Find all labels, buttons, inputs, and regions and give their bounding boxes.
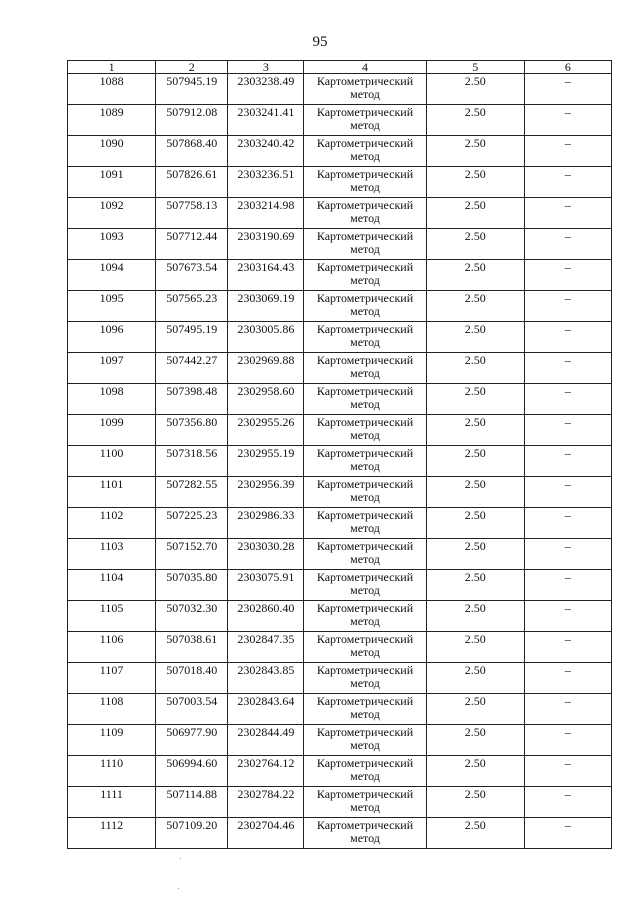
point-number-cell: 1103 [68, 539, 156, 570]
y-coordinate-cell: 2302704.46 [228, 818, 304, 849]
table-row [68, 632, 612, 663]
table-row [68, 694, 612, 725]
point-number-cell: 1098 [68, 384, 156, 415]
method-text: Картометрический метод [316, 663, 414, 690]
x-coordinate-cell: 507318.56 [156, 446, 228, 477]
note-cell: – [524, 446, 611, 477]
accuracy-cell: 2.50 [426, 415, 524, 446]
point-number-cell: 1088 [68, 74, 156, 105]
method-text: Картометрический метод [316, 167, 414, 194]
note-cell: – [524, 384, 611, 415]
table-row [68, 322, 612, 353]
table-row [68, 353, 612, 384]
note-cell: – [524, 694, 611, 725]
x-coordinate-cell: 507003.54 [156, 694, 228, 725]
point-number-cell: 1111 [68, 787, 156, 818]
method-text: Картометрический метод [316, 74, 414, 101]
scan-speck [180, 858, 181, 859]
point-number-cell: 1089 [68, 105, 156, 136]
y-coordinate-cell: 2302986.33 [228, 508, 304, 539]
point-number-cell: 1093 [68, 229, 156, 260]
method-cell [304, 415, 426, 446]
method-text: Картометрический метод [316, 787, 414, 814]
method-cell [304, 539, 426, 570]
x-coordinate-cell: 507225.23 [156, 508, 228, 539]
point-number-cell: 1110 [68, 756, 156, 787]
x-coordinate-cell: 506994.60 [156, 756, 228, 787]
method-text: Картометрический метод [316, 725, 414, 752]
method-text: Картометрический метод [316, 136, 414, 163]
note-cell: – [524, 74, 611, 105]
accuracy-cell: 2.50 [426, 198, 524, 229]
method-text: Картометрический метод [316, 632, 414, 659]
method-cell [304, 260, 426, 291]
y-coordinate-cell: 2302843.85 [228, 663, 304, 694]
note-cell: – [524, 291, 611, 322]
y-coordinate-cell: 2303236.51 [228, 167, 304, 198]
method-text: Картометрический метод [316, 105, 414, 132]
point-number-cell: 1107 [68, 663, 156, 694]
note-cell: – [524, 570, 611, 601]
point-number-cell: 1097 [68, 353, 156, 384]
method-text: Картометрический метод [316, 291, 414, 318]
method-text: Картометрический метод [316, 539, 414, 566]
x-coordinate-cell: 507038.61 [156, 632, 228, 663]
y-coordinate-cell: 2302956.39 [228, 477, 304, 508]
y-coordinate-cell: 2302847.35 [228, 632, 304, 663]
point-number-cell: 1101 [68, 477, 156, 508]
x-coordinate-cell: 507868.40 [156, 136, 228, 167]
method-cell [304, 508, 426, 539]
note-cell: – [524, 477, 611, 508]
accuracy-cell: 2.50 [426, 539, 524, 570]
point-number-cell: 1105 [68, 601, 156, 632]
note-cell: – [524, 787, 611, 818]
accuracy-cell: 2.50 [426, 477, 524, 508]
y-coordinate-cell: 2303240.42 [228, 136, 304, 167]
y-coordinate-cell: 2302969.88 [228, 353, 304, 384]
column-header: 2 [156, 61, 228, 74]
method-text: Картометрический метод [316, 570, 414, 597]
method-cell [304, 601, 426, 632]
y-coordinate-cell: 2303075.91 [228, 570, 304, 601]
accuracy-cell: 2.50 [426, 663, 524, 694]
note-cell: – [524, 725, 611, 756]
accuracy-cell: 2.50 [426, 818, 524, 849]
method-cell [304, 756, 426, 787]
table-row [68, 787, 612, 818]
note-cell: – [524, 818, 611, 849]
method-cell [304, 167, 426, 198]
accuracy-cell: 2.50 [426, 167, 524, 198]
note-cell: – [524, 136, 611, 167]
method-cell [304, 291, 426, 322]
note-cell: – [524, 601, 611, 632]
method-cell [304, 322, 426, 353]
note-cell: – [524, 229, 611, 260]
column-header: 1 [68, 61, 156, 74]
accuracy-cell: 2.50 [426, 229, 524, 260]
method-text: Картометрический метод [316, 477, 414, 504]
x-coordinate-cell: 507032.30 [156, 601, 228, 632]
header-row [68, 61, 612, 74]
table-row [68, 74, 612, 105]
method-cell [304, 818, 426, 849]
table-row [68, 539, 612, 570]
x-coordinate-cell: 507018.40 [156, 663, 228, 694]
point-number-cell: 1091 [68, 167, 156, 198]
scan-speck [178, 888, 179, 889]
method-cell [304, 663, 426, 694]
y-coordinate-cell: 2303190.69 [228, 229, 304, 260]
table-row [68, 198, 612, 229]
accuracy-cell: 2.50 [426, 787, 524, 818]
method-cell [304, 136, 426, 167]
point-number-cell: 1090 [68, 136, 156, 167]
x-coordinate-cell: 507673.54 [156, 260, 228, 291]
table-row [68, 415, 612, 446]
method-cell [304, 384, 426, 415]
x-coordinate-cell: 507398.48 [156, 384, 228, 415]
x-coordinate-cell: 507945.19 [156, 74, 228, 105]
note-cell: – [524, 167, 611, 198]
y-coordinate-cell: 2303164.43 [228, 260, 304, 291]
note-cell: – [524, 260, 611, 291]
table-row [68, 477, 612, 508]
accuracy-cell: 2.50 [426, 694, 524, 725]
table-row [68, 725, 612, 756]
table-row [68, 601, 612, 632]
accuracy-cell: 2.50 [426, 136, 524, 167]
point-number-cell: 1108 [68, 694, 156, 725]
table-row [68, 384, 612, 415]
y-coordinate-cell: 2302764.12 [228, 756, 304, 787]
accuracy-cell: 2.50 [426, 353, 524, 384]
method-text: Картометрический метод [316, 508, 414, 535]
point-number-cell: 1096 [68, 322, 156, 353]
note-cell: – [524, 508, 611, 539]
y-coordinate-cell: 2302955.19 [228, 446, 304, 477]
method-text: Картометрический метод [316, 198, 414, 225]
accuracy-cell: 2.50 [426, 260, 524, 291]
y-coordinate-cell: 2303069.19 [228, 291, 304, 322]
method-text: Картометрический метод [316, 229, 414, 256]
note-cell: – [524, 353, 611, 384]
table-row [68, 105, 612, 136]
table-row [68, 663, 612, 694]
method-cell [304, 446, 426, 477]
point-number-cell: 1109 [68, 725, 156, 756]
point-number-cell: 1092 [68, 198, 156, 229]
method-cell [304, 787, 426, 818]
x-coordinate-cell: 507356.80 [156, 415, 228, 446]
accuracy-cell: 2.50 [426, 446, 524, 477]
x-coordinate-cell: 507826.61 [156, 167, 228, 198]
y-coordinate-cell: 2303005.86 [228, 322, 304, 353]
accuracy-cell: 2.50 [426, 756, 524, 787]
x-coordinate-cell: 507109.20 [156, 818, 228, 849]
method-text: Картометрический метод [316, 601, 414, 628]
point-number-cell: 1112 [68, 818, 156, 849]
x-coordinate-cell: 507912.08 [156, 105, 228, 136]
method-cell [304, 74, 426, 105]
point-number-cell: 1095 [68, 291, 156, 322]
method-cell [304, 632, 426, 663]
page-number: 95 [312, 34, 328, 50]
point-number-cell: 1099 [68, 415, 156, 446]
table-row [68, 229, 612, 260]
accuracy-cell: 2.50 [426, 322, 524, 353]
table-row [68, 818, 612, 849]
method-cell [304, 725, 426, 756]
y-coordinate-cell: 2302860.40 [228, 601, 304, 632]
method-text: Картометрический метод [316, 384, 414, 411]
y-coordinate-cell: 2302958.60 [228, 384, 304, 415]
table-row [68, 167, 612, 198]
point-number-cell: 1102 [68, 508, 156, 539]
method-text: Картометрический метод [316, 353, 414, 380]
method-text: Картометрический метод [316, 756, 414, 783]
column-header: 6 [524, 61, 611, 74]
accuracy-cell: 2.50 [426, 570, 524, 601]
y-coordinate-cell: 2303030.28 [228, 539, 304, 570]
note-cell: – [524, 663, 611, 694]
y-coordinate-cell: 2302843.64 [228, 694, 304, 725]
note-cell: – [524, 539, 611, 570]
note-cell: – [524, 415, 611, 446]
x-coordinate-cell: 507114.88 [156, 787, 228, 818]
method-cell [304, 353, 426, 384]
y-coordinate-cell: 2303214.98 [228, 198, 304, 229]
x-coordinate-cell: 507035.80 [156, 570, 228, 601]
point-number-cell: 1104 [68, 570, 156, 601]
x-coordinate-cell: 507565.23 [156, 291, 228, 322]
note-cell: – [524, 105, 611, 136]
table-row [68, 260, 612, 291]
method-cell [304, 570, 426, 601]
x-coordinate-cell: 507495.19 [156, 322, 228, 353]
y-coordinate-cell: 2303238.49 [228, 74, 304, 105]
table-row [68, 291, 612, 322]
method-text: Картометрический метод [316, 694, 414, 721]
note-cell: – [524, 322, 611, 353]
y-coordinate-cell: 2303241.41 [228, 105, 304, 136]
method-text: Картометрический метод [316, 446, 414, 473]
x-coordinate-cell: 507442.27 [156, 353, 228, 384]
y-coordinate-cell: 2302955.26 [228, 415, 304, 446]
point-number-cell: 1100 [68, 446, 156, 477]
x-coordinate-cell: 507282.55 [156, 477, 228, 508]
column-header: 3 [228, 61, 304, 74]
y-coordinate-cell: 2302844.49 [228, 725, 304, 756]
method-text: Картометрический метод [316, 260, 414, 287]
method-text: Картометрический метод [316, 322, 414, 349]
accuracy-cell: 2.50 [426, 74, 524, 105]
note-cell: – [524, 632, 611, 663]
accuracy-cell: 2.50 [426, 291, 524, 322]
accuracy-cell: 2.50 [426, 632, 524, 663]
accuracy-cell: 2.50 [426, 384, 524, 415]
note-cell: – [524, 756, 611, 787]
column-header: 5 [426, 61, 524, 74]
accuracy-cell: 2.50 [426, 105, 524, 136]
x-coordinate-cell: 507758.13 [156, 198, 228, 229]
coordinates-table [67, 60, 612, 849]
method-cell [304, 477, 426, 508]
x-coordinate-cell: 507152.70 [156, 539, 228, 570]
table-row [68, 446, 612, 477]
table-row [68, 570, 612, 601]
accuracy-cell: 2.50 [426, 725, 524, 756]
y-coordinate-cell: 2302784.22 [228, 787, 304, 818]
method-text: Картометрический метод [316, 415, 414, 442]
table-row [68, 756, 612, 787]
method-text: Картометрический метод [316, 818, 414, 845]
method-cell [304, 229, 426, 260]
table-row [68, 136, 612, 167]
method-cell [304, 694, 426, 725]
point-number-cell: 1094 [68, 260, 156, 291]
column-header: 4 [304, 61, 426, 74]
method-cell [304, 198, 426, 229]
table-row [68, 508, 612, 539]
point-number-cell: 1106 [68, 632, 156, 663]
note-cell: – [524, 198, 611, 229]
x-coordinate-cell: 507712.44 [156, 229, 228, 260]
accuracy-cell: 2.50 [426, 601, 524, 632]
table-body [68, 74, 612, 849]
method-cell [304, 105, 426, 136]
x-coordinate-cell: 506977.90 [156, 725, 228, 756]
accuracy-cell: 2.50 [426, 508, 524, 539]
